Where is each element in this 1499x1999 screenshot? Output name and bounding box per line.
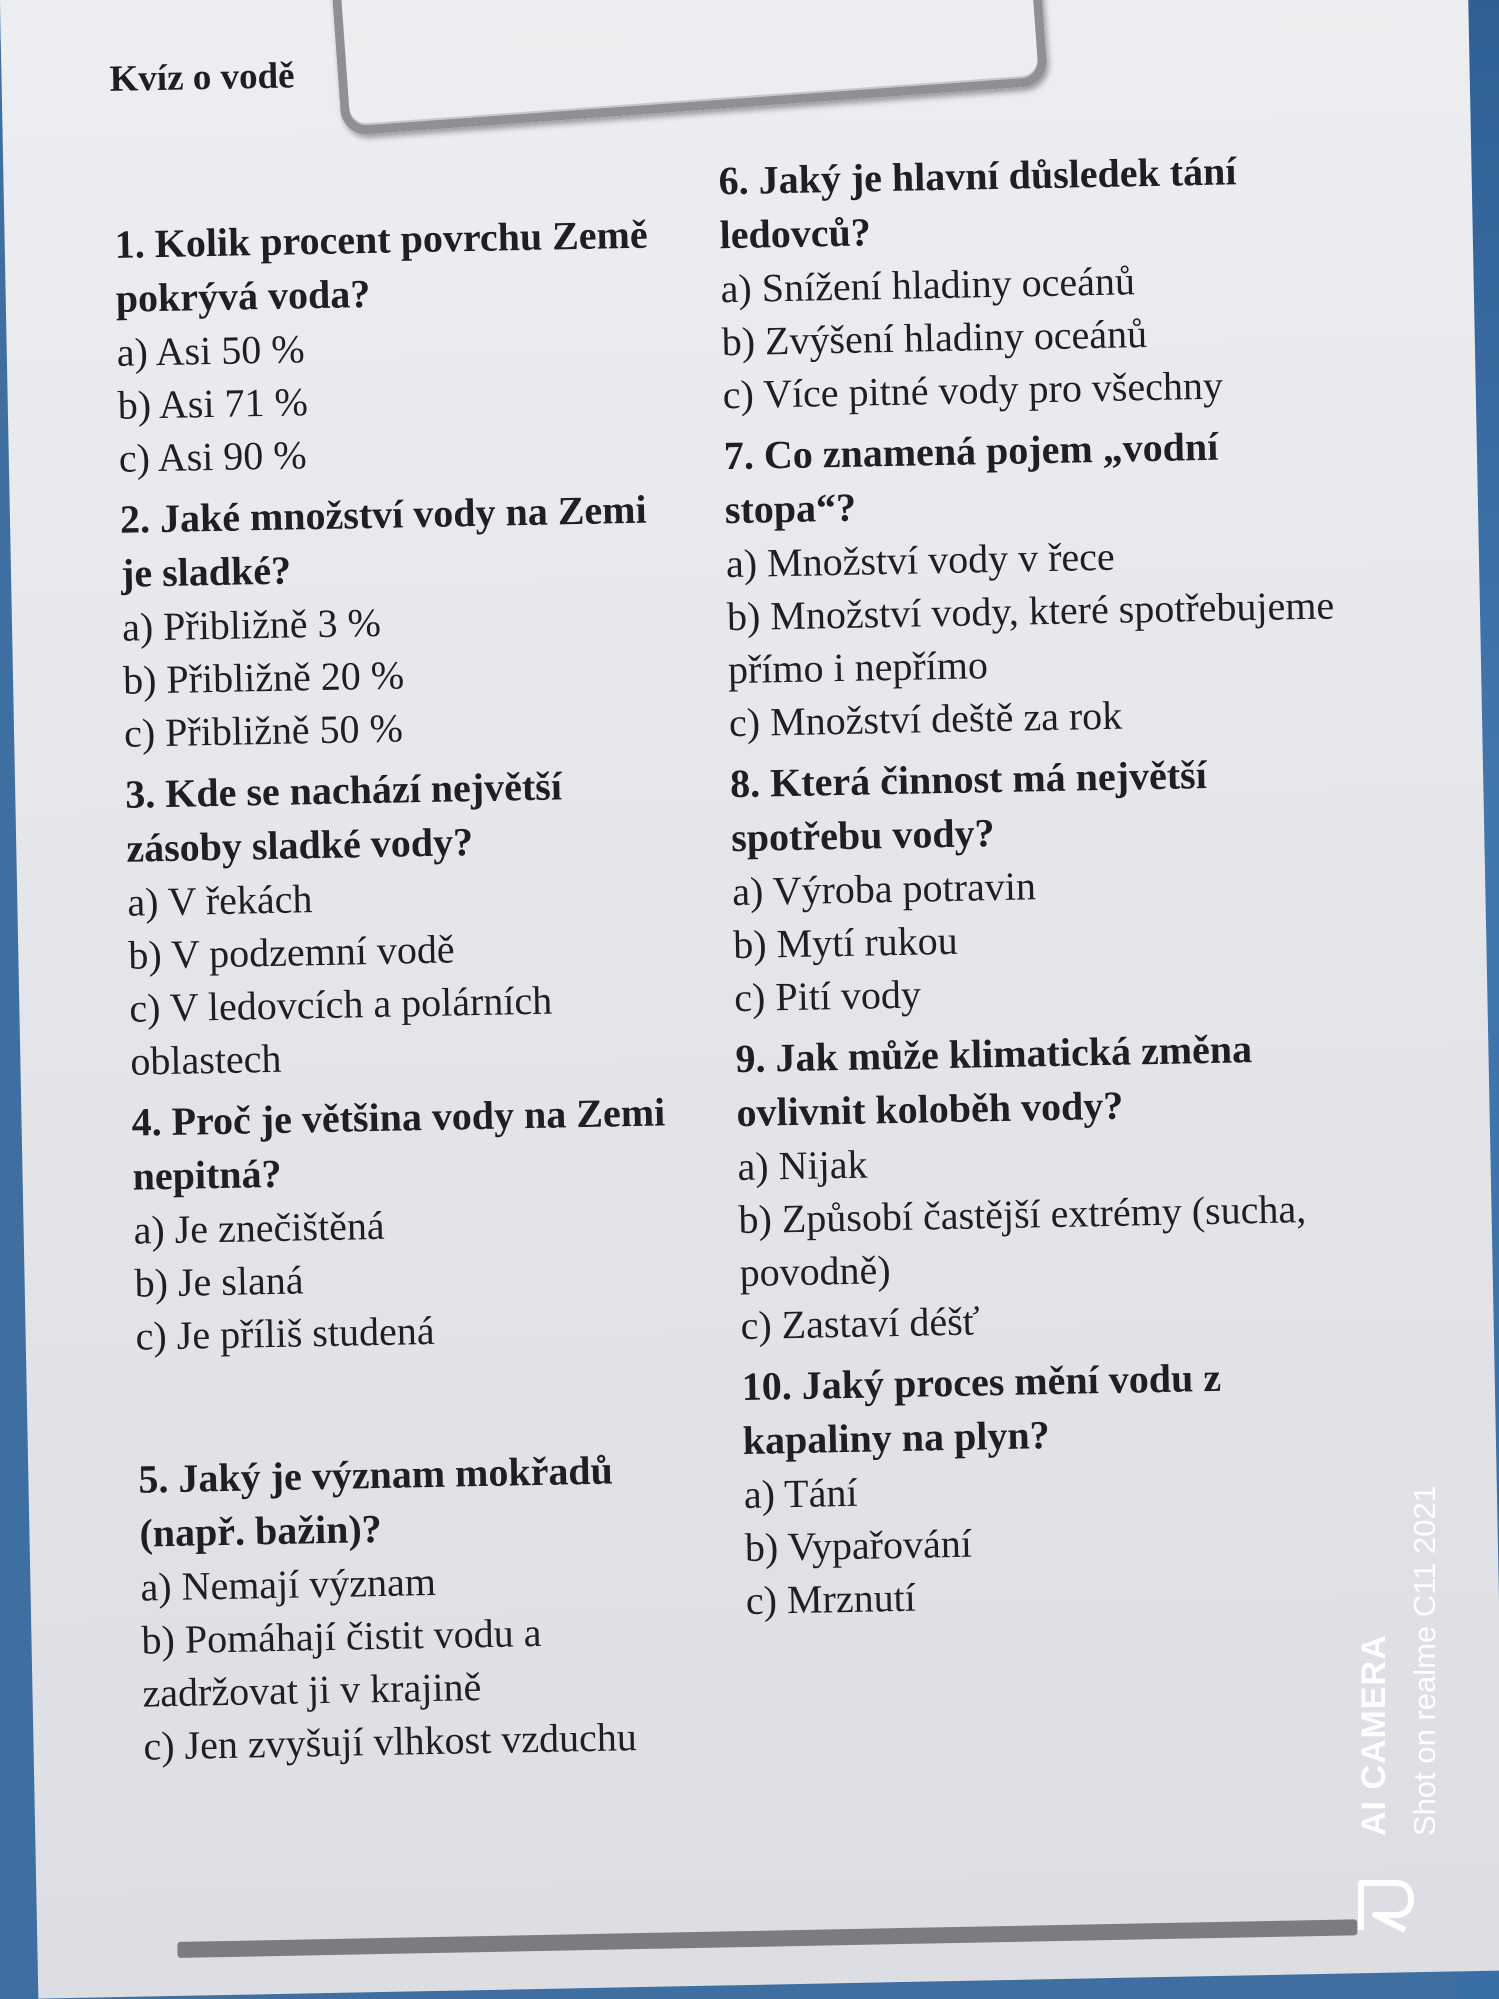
- question-7: [723, 417, 1349, 749]
- option-c: c) Jen zvyšují vlhkost vzduchu: [143, 1714, 638, 1769]
- question-text: 5. Jaký je význam mokřadů (např. bažin)?: [137, 1447, 614, 1556]
- question-text: 7. Co znamená pojem „vodní stopa“?: [723, 423, 1219, 533]
- realme-logo-icon: [1355, 1875, 1435, 1935]
- option-a: a) V řekách: [126, 876, 313, 925]
- question-10: [741, 1348, 1366, 1627]
- option-a: a) Výroba potravin: [731, 863, 1037, 915]
- question-text: 2. Jaké množství vody na Zemi je sladké?: [119, 486, 648, 596]
- option-a: a) Je znečištěná: [133, 1202, 385, 1253]
- question-1: [114, 207, 679, 485]
- question-text: 4. Proč je většina vody na Zemi nepitná?: [131, 1089, 666, 1199]
- question-text: 1. Kolik procent povrchu Země pokrývá voda?: [114, 211, 649, 321]
- option-a: a) Nemají význam: [140, 1558, 437, 1610]
- option-a: a) Množství vody v řece: [725, 533, 1116, 587]
- right-column: [718, 142, 1366, 1635]
- option-a: a) Snížení hladiny oceánů: [720, 258, 1136, 312]
- option-b: b) Pomáhají čistit vodu a zadržovat ji v krajině: [141, 1609, 542, 1716]
- option-c: c) Mrznutí: [745, 1574, 917, 1623]
- question-text: 10. Jaký proces mění vodu z kapaliny na plyn?: [741, 1354, 1222, 1464]
- sheet-bottom-edge: [177, 1919, 1357, 1958]
- question-5: [138, 1442, 704, 1773]
- option-b: b) Zvýšení hladiny oceánů: [721, 311, 1148, 365]
- option-b: b) V podzemní vodě: [127, 926, 455, 978]
- option-c: c) Je příliš studená: [135, 1307, 435, 1359]
- clipboard-clip-icon: [331, 0, 1048, 136]
- question-6: [718, 142, 1343, 421]
- option-a: a) Asi 50 %: [116, 326, 305, 375]
- option-c: c) Pití vody: [733, 971, 922, 1021]
- question-text: 8. Která činnost má největší spotřebu vody?: [729, 751, 1208, 861]
- option-a: a) Tání: [743, 1469, 858, 1517]
- option-b: b) Vypařování: [744, 1520, 973, 1570]
- option-b: b) Je slaná: [134, 1257, 304, 1306]
- watermark-brand: AI CAMERA: [1355, 1634, 1393, 1836]
- option-c: c) Množství deště za rok: [728, 692, 1123, 746]
- option-b: b) Množství vody, které spotřebujeme přímo i nepřímo: [726, 582, 1335, 693]
- option-c: c) V ledovcích a polárních oblastech: [128, 977, 553, 1084]
- option-c: c) Přibližně 50 %: [123, 705, 404, 756]
- option-a: a) Nijak: [737, 1141, 868, 1190]
- watermark-subtitle: Shot on realme C11 2021: [1407, 1485, 1442, 1836]
- option-c: c) Asi 90 %: [118, 432, 307, 481]
- question-text: 9. Jak může klimatická změna ovlivnit koloběh vody?: [735, 1026, 1253, 1136]
- quiz-title: Kvíz o vodě: [109, 55, 295, 100]
- left-column: [114, 207, 704, 1780]
- option-b: b) Asi 71 %: [117, 379, 309, 428]
- question-text: 3. Kde se nachází největší zásoby sladké vody?: [124, 763, 563, 871]
- question-4: [131, 1085, 696, 1363]
- option-b: b) Přibližně 20 %: [122, 652, 405, 703]
- question-3: [125, 757, 691, 1088]
- question-2: [119, 482, 684, 760]
- question-text: 6. Jaký je hlavní důsledek tání ledovců?: [718, 148, 1237, 258]
- option-b: b) Mytí rukou: [732, 917, 959, 968]
- option-a: a) Přibližně 3 %: [121, 599, 382, 650]
- option-c: c) Zastaví déšť: [740, 1298, 981, 1349]
- question-8: [730, 745, 1355, 1024]
- option-b: b) Způsobí častější extrémy (sucha, povodně): [738, 1186, 1307, 1296]
- question-9: [735, 1020, 1361, 1352]
- option-c: c) Více pitné vody pro všechny: [722, 362, 1224, 418]
